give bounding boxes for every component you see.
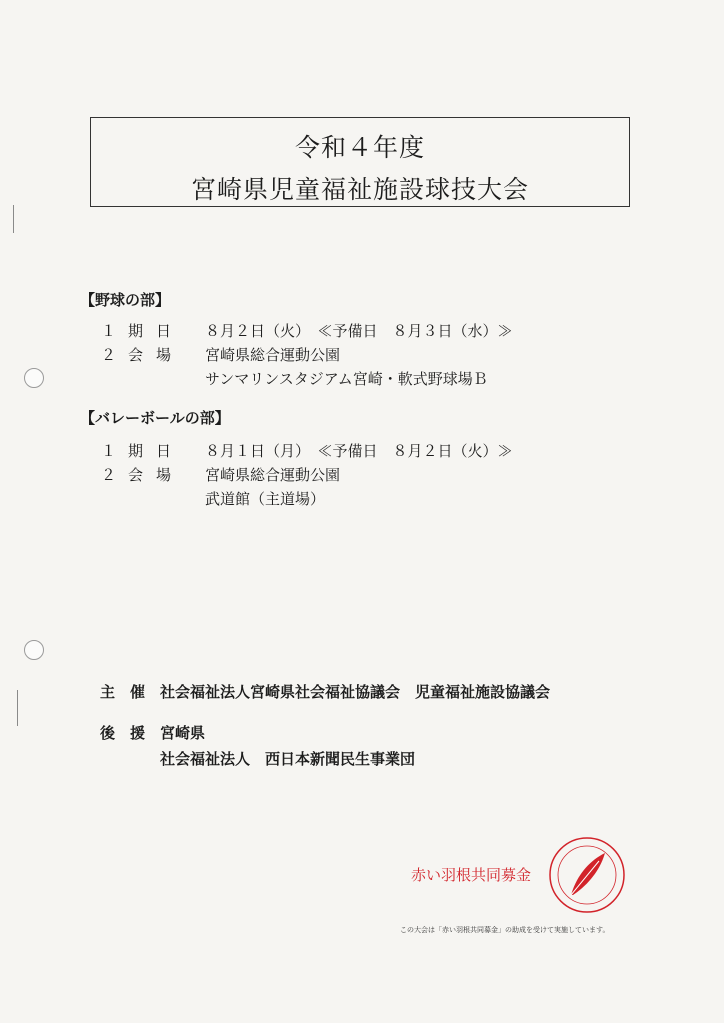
item-number: ２ — [101, 346, 117, 364]
support-label: 後 援 — [100, 724, 146, 742]
baseball-date-value: ８月２日（火） ≪予備日 ８月３日（水）≫ — [205, 322, 513, 340]
organizer-label: 主 催 — [100, 683, 146, 701]
margin-mark — [13, 205, 14, 233]
item-label: 期日 — [128, 322, 185, 340]
margin-mark — [17, 690, 18, 726]
baseball-heading: 【野球の部】 — [80, 291, 171, 309]
title-event: 宮崎県児童福祉施設球技大会 — [190, 175, 529, 204]
title-year: 令和４年度 — [294, 133, 425, 162]
item-label: 会場 — [128, 346, 185, 364]
baseball-venue-value: 宮崎県総合運動公園 — [205, 346, 341, 364]
volleyball-heading: 【バレーボールの部】 — [80, 409, 230, 427]
footnote: この大会は「赤い羽根共同募金」の助成を受けて実施しています。 — [400, 926, 610, 934]
baseball-venue-detail: サンマリンスタジアム宮崎・軟式野球場Ｂ — [205, 370, 488, 388]
item-number: ２ — [101, 466, 117, 484]
support-value-2: 社会福祉法人 西日本新聞民生事業団 — [160, 750, 416, 768]
support-value-1: 宮崎県 — [160, 724, 206, 742]
item-number: １ — [101, 442, 117, 460]
red-feather-logo-text: 赤い羽根共同募金 — [411, 866, 532, 884]
volleyball-date-value: ８月１日（月） ≪予備日 ８月２日（火）≫ — [205, 442, 513, 460]
item-number: １ — [101, 322, 117, 340]
organizer-value: 社会福祉法人宮崎県社会福祉協議会 児童福祉施設協議会 — [160, 683, 551, 701]
item-label: 会場 — [128, 466, 185, 484]
binder-hole-icon — [24, 368, 44, 388]
red-feather-icon — [547, 835, 627, 915]
item-label: 期日 — [128, 442, 185, 460]
volleyball-venue-detail: 武道館（主道場） — [205, 490, 326, 508]
binder-hole-icon — [24, 640, 44, 660]
title-box — [90, 117, 630, 207]
volleyball-venue-value: 宮崎県総合運動公園 — [205, 466, 341, 484]
